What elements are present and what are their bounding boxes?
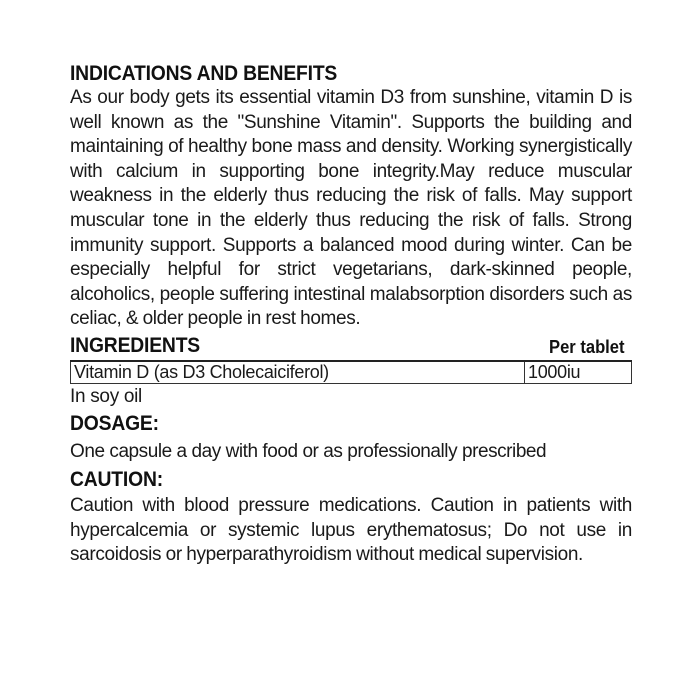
per-tablet-label: Per tablet — [549, 336, 625, 357]
ingredients-header-row — [70, 334, 630, 358]
caution-text: Caution with blood pressure medications. Caution in patients with hypercalcemia or systemic lupus erythematosus; Do not use in sarcoidosis or hyperparathyroidism without medical supervision. — [70, 494, 632, 566]
ingredients-heading: INGREDIENTS — [70, 333, 201, 357]
ingredient-name: Vitamin D (as D3 Cholecaiciferol) — [71, 361, 525, 384]
indications-text: As our body gets its essential vitamin D3 from sunshine, vitamin D is well known as the "Sunshine Vitamin". Supports the building and maintaining of healthy bone mass and density. Working synergistically with calcium in supporting bone integrity.May reduce muscular weakness in the elderly thus reducing the risk of falls. May support muscular tone in the elderly thus reducing the risk of falls. Strong immunity support. Supports a balanced mood during winter. Can be especially helpful for strict vegetarians, dark-skinned people, alcoholics, people suffering intestinal malabsorption disorders such as celiac, & older people in rest homes. — [70, 87, 632, 330]
ingredient-amount: 1000iu — [525, 361, 632, 384]
indications-heading: INDICATIONS AND BENEFITS — [70, 62, 338, 85]
product-info-panel — [70, 62, 632, 568]
ingredients-note: In soy oil — [70, 385, 142, 407]
ingredients-table — [70, 360, 632, 384]
dosage-text: One capsule a day with food or as professionally prescribed — [70, 440, 547, 462]
dosage-heading: DOSAGE: — [70, 411, 159, 435]
caution-heading: CAUTION: — [70, 467, 163, 491]
table-row — [71, 361, 632, 384]
